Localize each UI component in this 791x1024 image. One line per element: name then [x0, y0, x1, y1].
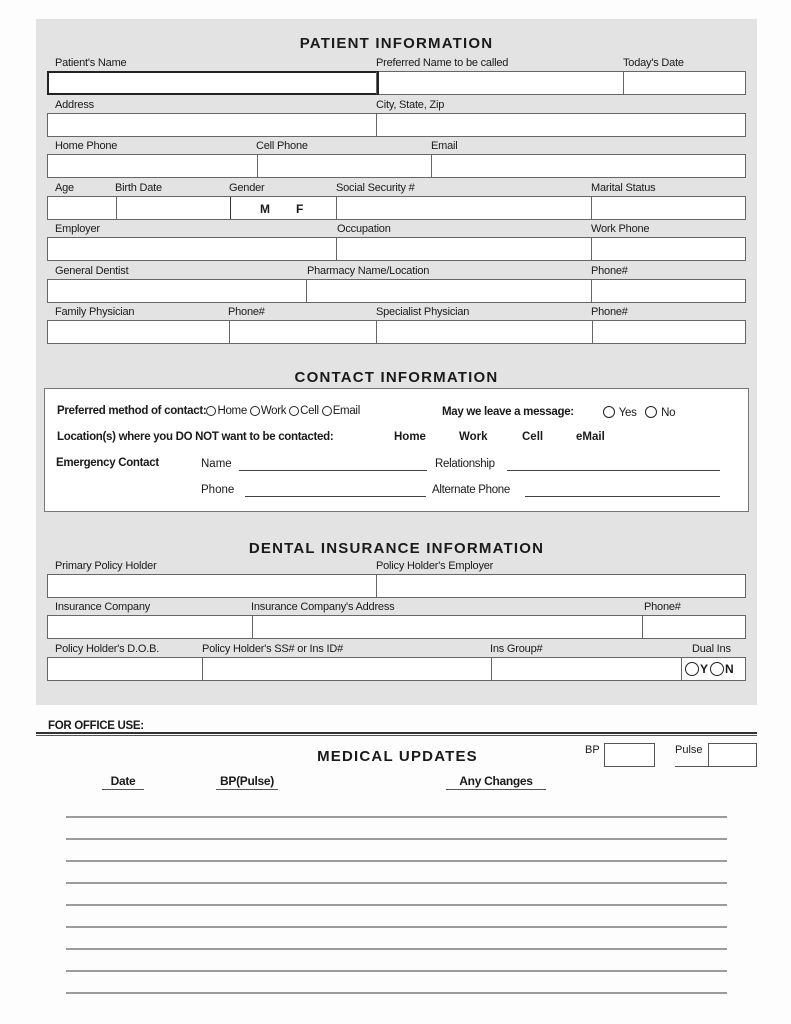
- birth-date-field[interactable]: [116, 197, 231, 219]
- marital-status-field[interactable]: [591, 197, 745, 219]
- label-home-phone: Home Phone: [55, 140, 118, 152]
- employer-field[interactable]: [48, 238, 336, 260]
- patients-name-field[interactable]: [47, 71, 379, 95]
- medical-update-line[interactable]: [66, 838, 727, 840]
- family-physician-field[interactable]: [48, 321, 229, 343]
- medical-update-line[interactable]: [66, 926, 727, 928]
- pharmacy-phone-field[interactable]: [591, 280, 745, 302]
- ssn-field[interactable]: [336, 197, 592, 219]
- preferred-contact-row: [57, 405, 360, 417]
- message-option-yes[interactable]: Yes: [603, 407, 637, 419]
- office-divider-bottom: [36, 735, 757, 736]
- column-any-changes: Any Changes: [446, 774, 546, 790]
- alternate-phone-line[interactable]: [525, 496, 720, 497]
- preferred-option-work[interactable]: Work: [250, 405, 286, 417]
- bp-field[interactable]: [604, 743, 655, 767]
- label-occupation: Occupation: [337, 223, 391, 235]
- medical-update-line[interactable]: [66, 904, 727, 906]
- do-not-contact-email[interactable]: eMail: [576, 431, 605, 443]
- column-date: Date: [102, 774, 144, 790]
- holder-employer-field[interactable]: [376, 575, 745, 597]
- relationship-line[interactable]: [507, 470, 720, 471]
- radio-icon: [206, 406, 216, 416]
- row-demographics: [47, 196, 746, 220]
- label-holder-dob: Policy Holder's D.O.B.: [55, 643, 160, 655]
- medical-update-line[interactable]: [66, 992, 727, 994]
- preferred-name-field[interactable]: [376, 72, 624, 94]
- row-name: [47, 71, 746, 95]
- medical-update-line[interactable]: [66, 882, 727, 884]
- pulse-field[interactable]: [708, 743, 757, 767]
- do-not-contact-label: Location(s) where you DO NOT want to be contacted:: [57, 431, 334, 443]
- label-city-state-zip: City, State, Zip: [376, 99, 445, 111]
- label-patients-name: Patient's Name: [55, 57, 127, 69]
- office-use-label: FOR OFFICE USE:: [48, 720, 144, 732]
- age-field[interactable]: [48, 197, 116, 219]
- label-holder-ss: Policy Holder's SS# or Ins ID#: [202, 643, 343, 655]
- family-phone-field[interactable]: [229, 321, 377, 343]
- emergency-name-label: Name: [201, 458, 232, 470]
- preferred-option-email[interactable]: Email: [322, 405, 360, 417]
- address-field[interactable]: [48, 114, 376, 136]
- todays-date-field[interactable]: [623, 72, 745, 94]
- specialist-field[interactable]: [376, 321, 593, 343]
- preferred-contact-label: Preferred method of contact:: [57, 405, 207, 417]
- label-email: Email: [431, 140, 458, 152]
- medical-update-line[interactable]: [66, 948, 727, 950]
- label-group: Ins Group#: [490, 643, 543, 655]
- preferred-option-cell[interactable]: Cell: [289, 405, 319, 417]
- office-divider-top: [36, 732, 757, 734]
- label-general-dentist: General Dentist: [55, 265, 129, 277]
- holder-dob-field[interactable]: [48, 658, 202, 680]
- radio-icon: [603, 406, 615, 418]
- alternate-phone-label: Alternate Phone: [432, 484, 510, 496]
- radio-icon: [710, 662, 724, 676]
- emergency-name-line[interactable]: [239, 470, 427, 471]
- row-insurance-company: [47, 615, 746, 639]
- label-preferred-name: Preferred Name to be called: [376, 57, 509, 69]
- occupation-field[interactable]: [336, 238, 592, 260]
- emergency-phone-line[interactable]: [245, 496, 426, 497]
- leave-message-options: [603, 406, 675, 419]
- medical-update-line[interactable]: [66, 970, 727, 972]
- holder-ss-field[interactable]: [202, 658, 492, 680]
- radio-icon: [645, 406, 657, 418]
- primary-holder-field[interactable]: [48, 575, 376, 597]
- label-pharmacy: Pharmacy Name/Location: [307, 265, 430, 277]
- emergency-phone-label: Phone: [201, 484, 235, 496]
- label-family-physician: Family Physician: [55, 306, 135, 318]
- label-holder-employer: Policy Holder's Employer: [376, 560, 494, 572]
- label-dual-ins: Dual Ins: [692, 643, 731, 655]
- company-address-field[interactable]: [252, 616, 643, 638]
- dual-option-y[interactable]: Y: [685, 662, 708, 676]
- label-age: Age: [55, 182, 74, 194]
- medical-update-line[interactable]: [66, 816, 727, 818]
- contact-box: [44, 388, 749, 512]
- label-employer: Employer: [55, 223, 100, 235]
- row-policy-details: [47, 657, 746, 681]
- label-insurance-company: Insurance Company: [55, 601, 151, 613]
- row-address: [47, 113, 746, 137]
- pulse-label: Pulse: [675, 744, 703, 756]
- medical-updates-heading: MEDICAL UPDATES: [317, 748, 478, 765]
- row-employment: [47, 237, 746, 261]
- row-dentist: [47, 279, 746, 303]
- gender-option-m[interactable]: M: [260, 202, 270, 216]
- label-specialist-phone: Phone#: [591, 306, 628, 318]
- specialist-phone-field[interactable]: [592, 321, 745, 343]
- bp-label: BP: [585, 744, 600, 756]
- do-not-contact-work[interactable]: Work: [459, 431, 488, 443]
- row-phones: [47, 154, 746, 178]
- label-company-address: Insurance Company's Address: [251, 601, 395, 613]
- label-pharmacy-phone: Phone#: [591, 265, 628, 277]
- radio-icon: [250, 406, 260, 416]
- home-phone-field[interactable]: [48, 155, 257, 177]
- emergency-contact-label: Emergency Contact: [56, 457, 159, 469]
- label-primary-holder: Primary Policy Holder: [55, 560, 157, 572]
- patient-information-heading: PATIENT INFORMATION: [299, 35, 494, 52]
- gender-field: [230, 197, 337, 219]
- label-specialist: Specialist Physician: [376, 306, 470, 318]
- row-physicians: [47, 320, 746, 344]
- contact-information-heading: CONTACT INFORMATION: [294, 369, 499, 386]
- label-todays-date: Today's Date: [623, 57, 684, 69]
- label-family-phone: Phone#: [228, 306, 265, 318]
- do-not-contact-home[interactable]: Home: [394, 431, 426, 443]
- general-dentist-field[interactable]: [48, 280, 306, 302]
- label-gender: Gender: [229, 182, 265, 194]
- dual-option-n[interactable]: N: [708, 662, 734, 676]
- preferred-option-home[interactable]: Home: [206, 405, 246, 417]
- column-bp-pulse: BP(Pulse): [216, 774, 278, 790]
- group-field[interactable]: [491, 658, 682, 680]
- radio-icon: [289, 406, 299, 416]
- dual-ins-field: [681, 658, 745, 680]
- city-state-zip-field[interactable]: [376, 114, 745, 136]
- work-phone-field[interactable]: [591, 238, 745, 260]
- label-insurance-phone: Phone#: [644, 601, 681, 613]
- message-option-no[interactable]: No: [645, 407, 675, 419]
- do-not-contact-cell[interactable]: Cell: [522, 431, 544, 443]
- relationship-label: Relationship: [435, 458, 495, 470]
- label-marital-status: Marital Status: [591, 182, 656, 194]
- radio-icon: [322, 406, 332, 416]
- medical-update-line[interactable]: [66, 860, 727, 862]
- row-policy-holder: [47, 574, 746, 598]
- insurance-phone-field[interactable]: [642, 616, 745, 638]
- pulse-underline: [675, 766, 708, 767]
- label-work-phone: Work Phone: [591, 223, 650, 235]
- label-birth-date: Birth Date: [115, 182, 162, 194]
- insurance-company-field[interactable]: [48, 616, 252, 638]
- radio-icon: [685, 662, 699, 676]
- leave-message-label: May we leave a message:: [442, 406, 574, 418]
- pharmacy-field[interactable]: [306, 280, 592, 302]
- label-ssn: Social Security #: [336, 182, 415, 194]
- label-cell-phone: Cell Phone: [256, 140, 308, 152]
- insurance-heading: DENTAL INSURANCE INFORMATION: [248, 540, 545, 557]
- label-address: Address: [55, 99, 94, 111]
- gender-option-f[interactable]: F: [296, 202, 304, 216]
- email-field[interactable]: [431, 155, 745, 177]
- cell-phone-field[interactable]: [257, 155, 432, 177]
